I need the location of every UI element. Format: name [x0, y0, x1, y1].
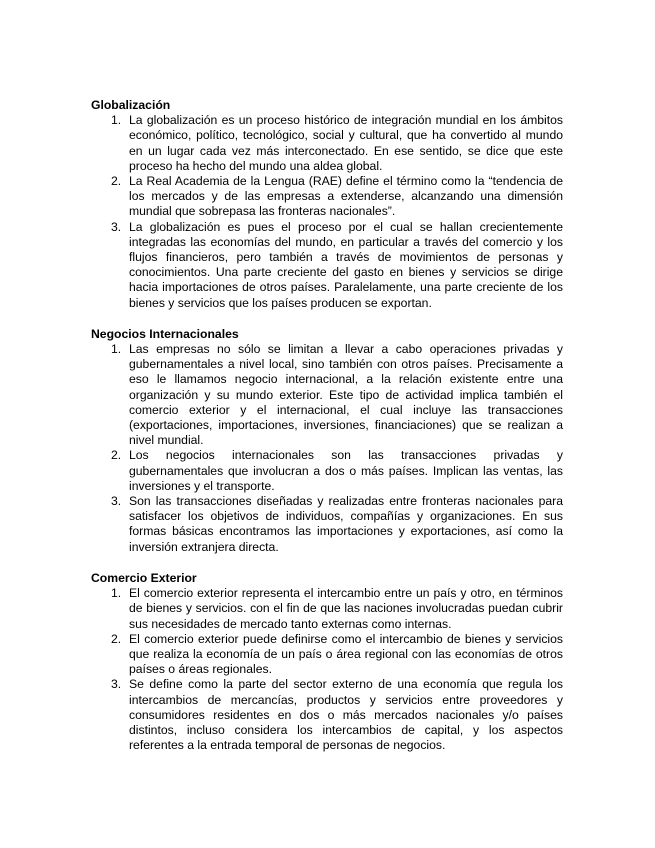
- item-text: Se define como la parte del sector externo de una economía que regula los intercambios de mercancías, productos y servicios entre proveedores y consumidores residentes en dos o más mercados nacionales y/o países distintos, incluso considera los intercambios de capital, y los aspectos referentes a la entrada temporal de personas de negocios.: [129, 677, 563, 753]
- list-item: [91, 586, 563, 632]
- list-item: [91, 174, 563, 220]
- list-item: [91, 113, 563, 174]
- item-text: La globalización es un proceso histórico de integración mundial en los ámbitos económico, político, tecnológico, social y cultural, que ha convertido al mundo en un lugar cada vez más interconectado. En ese sentido, se dice que este proceso ha hecho del mundo una aldea global.: [129, 113, 563, 173]
- item-text: La globalización es pues el proceso por el cual se hallan crecientemente integradas las economías del mundo, en particular a través del comercio y los flujos financieros, pero también a través de movimientos de personas y conocimientos. Una parte creciente del gasto en bienes y servicios se dirige hacia importaciones de otros países. Paralelamente, una parte creciente de los bienes y servicios que los países producen se exportan.: [129, 219, 563, 310]
- item-number: 1.: [111, 586, 122, 601]
- numbered-list: [91, 113, 563, 311]
- document-page: [91, 98, 563, 769]
- item-number: 3.: [111, 494, 122, 509]
- list-item: [91, 220, 563, 311]
- item-number: 2.: [111, 631, 122, 646]
- item-number: 1.: [111, 342, 122, 357]
- item-text: Las empresas no sólo se limitan a llevar a cabo operaciones privadas y gubernamentales a nivel local, sino también con otros países. Precisamente a eso le llamamos negocio internacional, a la relación existente entre una organización y su mundo exterior. Este tipo de actividad implica también el comercio exterior y el internacional, el cual incluye las transacciones (exportaciones, importaciones, inversiones, financiaciones) que se realizan a nivel mundial.: [129, 342, 563, 448]
- list-item: [91, 677, 563, 753]
- section-comercio-exterior: [91, 571, 563, 753]
- item-number: 2.: [111, 448, 122, 463]
- list-item: [91, 448, 563, 494]
- list-item: [91, 632, 563, 678]
- item-number: 3.: [111, 677, 122, 692]
- list-item: [91, 494, 563, 555]
- section-title: Negocios Internacionales: [91, 326, 239, 341]
- numbered-list: [91, 586, 563, 753]
- item-number: 3.: [111, 219, 122, 234]
- section-title: Comercio Exterior: [91, 570, 197, 585]
- section-title: Globalización: [91, 98, 171, 112]
- section-globalizacion: [91, 98, 563, 311]
- list-item: [91, 342, 563, 448]
- section-negocios-internacionales: [91, 327, 563, 555]
- item-text: El comercio exterior representa el intercambio entre un país y otro, en términos de bienes y servicios. con el fin de que las naciones involucradas puedan cubrir sus necesidades de mercado tanto externas como internas.: [129, 586, 563, 631]
- item-number: 2.: [111, 174, 122, 189]
- numbered-list: [91, 342, 563, 555]
- item-text: El comercio exterior puede definirse como el intercambio de bienes y servicios que realiza la economía de un país o área regional con las economías de otros países o áreas regionales.: [129, 631, 563, 677]
- item-text: Los negocios internacionales son las transacciones privadas y gubernamentales que involucran a dos o más países. Implican las ventas, las inversiones y el transporte.: [129, 448, 563, 493]
- item-number: 1.: [111, 113, 122, 128]
- item-text: Son las transacciones diseñadas y realizadas entre fronteras nacionales para satisfacer los objetivos de individuos, compañías y organizaciones. En sus formas básicas encontramos las importaciones y exportaciones, así como la inversión extranjera directa.: [129, 494, 563, 554]
- item-text: La Real Academia de la Lengua (RAE) define el término como la “tendencia de los mercados y de las empresas a extenderse, alcanzando una dimensión mundial que sobrepasa las fronteras nacionales”.: [129, 174, 563, 219]
